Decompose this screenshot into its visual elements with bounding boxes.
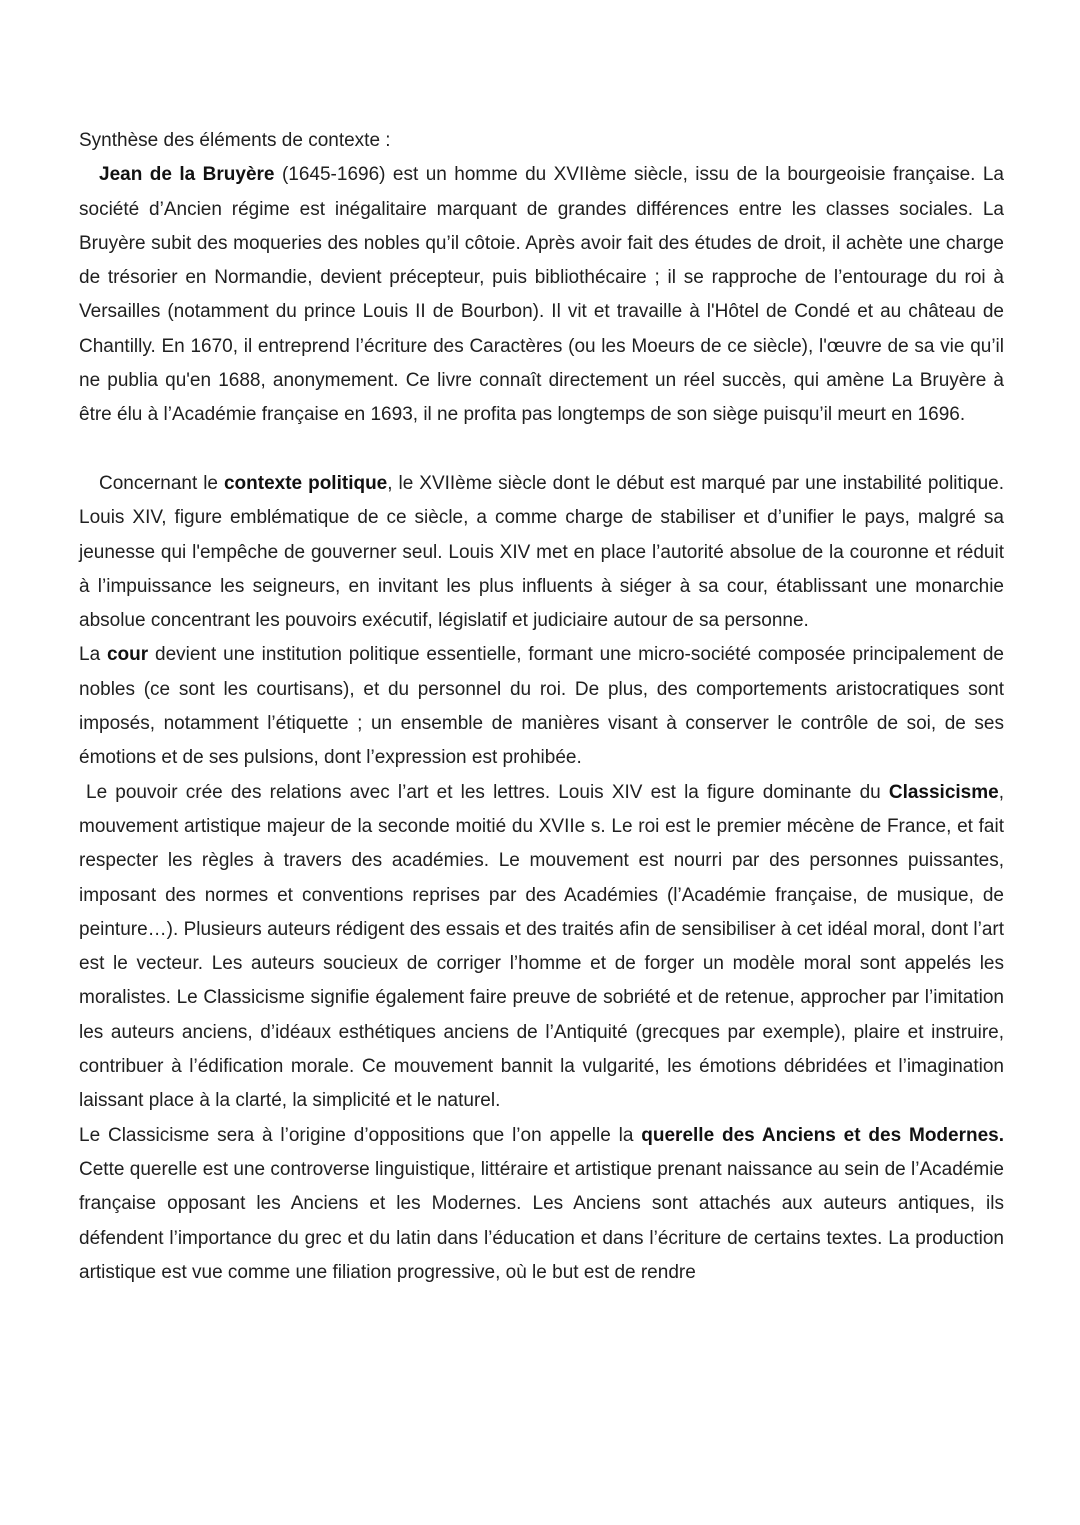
bold-term-political-context: contexte politique [223, 472, 388, 494]
paragraph-text: , le XVIIème siècle dont le début est marqué par une instabilité politique. Louis XIV, figure emblématique de ce siècle, a comme charge de stabiliser et d’unifier le pays, malgré sa jeunesse qui l'empêche de gouverner seul. Louis XIV met en place l’autorité absolue de la couronne et réduit à l’impuissance les seigneurs, en invitant les plus influents à siéger à sa cour, établissant une monarchie absolue concentrant les pouvoirs exécutif, législatif et judiciaire autour de sa personne. [79, 472, 1004, 632]
paragraph-text: La [79, 644, 107, 666]
paragraph-spacer [79, 433, 1004, 467]
bold-author-name: Jean de la Bruyère [99, 164, 275, 186]
bold-term-querelle: querelle des Anciens et des Modernes. [641, 1124, 1005, 1146]
paragraph-text: Le Classicisme sera à l’origine d’oppositions que l’on appelle la [79, 1124, 642, 1146]
paragraph-text: , mouvement artistique majeur de la seconde moitié du XVIIe s. Le roi est le premier mécène de France, et fait respecter les règles à travers des académies. Le mouvement est nourri par des personnes puissantes, imposant des normes et conventions reprises par des Académies (l’Académie française, de musique, de peinture…). Plusieurs auteurs rédigent des essais et des traités afin de sensibiliser à cet idéal moral, dont l’art est le vecteur. Les auteurs soucieux de corriger l’homme et de forger un modèle moral sont appelés les moralistes. Le Classicisme signifie également faire preuve de sobriété et de retenue, approcher par l’imitation les auteurs anciens, d’idéaux esthétiques anciens de l’Antiquité (grecques par exemple), plaire et instruire, contribuer à l’édification morale. Ce mouvement bannit la vulgarité, les émotions débridées et l’imagination laissant place à la clarté, la simplicité et le naturel. [79, 781, 1004, 1112]
section-heading: Synthèse des éléments de contexte : [79, 130, 391, 151]
bold-term-court: cour [106, 644, 149, 666]
paragraph-querelle [79, 1119, 1004, 1290]
bold-term-classicism: Classicisme [888, 781, 999, 803]
paragraph-text: devient une institution politique essentielle, formant une micro-société composée principalement de nobles (ce sont les courtisans), et du personnel du roi. De plus, des comportements aristocratiques sont imposés, notamment l’étiquette ; un ensemble de manières visant à conserver le contrôle de soi, de ses émotions et de ses pulsions, dont l’expression est prohibée. [79, 644, 1004, 769]
paragraph-court [79, 638, 1004, 775]
document-body [79, 124, 1004, 1290]
paragraph-text: Le pouvoir crée des relations avec l’art et les lettres. Louis XIV est la figure dominante du [86, 781, 889, 803]
paragraph-political-context [79, 467, 1004, 638]
paragraph-text: Concernant le [99, 472, 224, 494]
paragraph-text: Cette querelle est une controverse linguistique, littéraire et artistique prenant naissance au sein de l’Académie française opposant les Anciens et les Modernes. Les Anciens sont attachés aux auteurs antiques, ils défendent l’importance du grec et du latin dans l’éducation et dans l’écriture de certains textes. La production artistique est vue comme une filiation progressive, où le but est de rendre [79, 1158, 1004, 1283]
paragraph-classicism [79, 776, 1004, 1119]
paragraph-la-bruyere-biography [79, 158, 1004, 432]
paragraph-text: (1645-1696) est un homme du XVIIème siècle, issu de la bourgeoisie française. La société d’Ancien régime est inégalitaire marquant de grandes différences entre les classes sociales. La Bruyère subit des moqueries des nobles qu’il côtoie. Après avoir fait des études de droit, il achète une charge de trésorier en Normandie, devient précepteur, puis bibliothécaire ; il se rapproche de l’entourage du roi à Versailles (notamment du prince Louis II de Bourbon). Il vit et travaille à l'Hôtel de Condé et au château de Chantilly. En 1670, il entreprend l’écriture des Caractères (ou les Moeurs de ce siècle), l'œuvre de sa vie qu’il ne publia qu'en 1688, anonymement. Ce livre connaît directement un réel succès, qui amène La Bruyère à être élu à l’Académie française en 1693, il ne profita pas longtemps de son siège puisqu’il meurt en 1696. [79, 164, 1004, 426]
